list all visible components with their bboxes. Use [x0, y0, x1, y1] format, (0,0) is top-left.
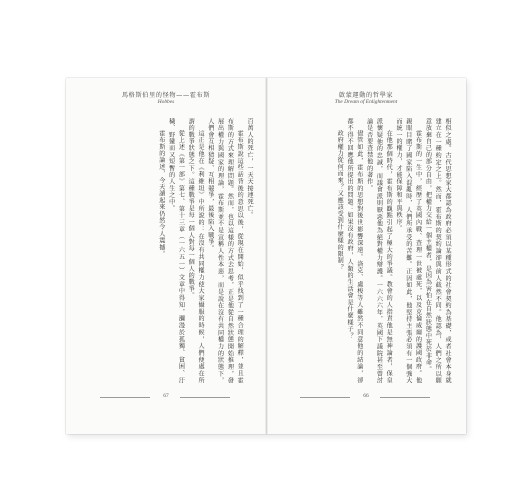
paragraph: 霍布斯的一生中，經歷了英國內戰、查理一世被處死，以及克倫威爾的護國政府。他親眼目睹了國家陷入混亂時，人們所承受的苦難。正因如此，他堅持主張必須有一個強大而統一的權力，才能保障和平與秩序。 — [395, 118, 422, 384]
page-number-rule — [180, 397, 230, 398]
right-running-title: 啟蒙運動的哲學家 — [338, 92, 394, 99]
page-number-rule — [300, 397, 350, 398]
left-running-head — [66, 92, 266, 105]
left-page-number: 67 — [163, 393, 169, 399]
right-body-text — [280, 118, 452, 384]
paragraph: 從上述《第一部》第七、第十三章（一六五一）文章中得知，瀰漫於孤獨、貧困、汙穢、野蠻而又短暫的人生之中。 — [167, 118, 185, 384]
right-page — [266, 78, 466, 434]
right-running-head — [266, 92, 466, 105]
page-number-rule — [380, 397, 430, 398]
left-running-title: 馬格斯伯里的怪物——霍布斯 — [121, 92, 211, 99]
left-body-text — [88, 118, 254, 384]
page-number-rule — [100, 397, 150, 398]
book-spread — [66, 78, 466, 434]
left-page — [66, 78, 266, 434]
paragraph: 百萬人的死亡，一天天接連死亡。 — [246, 118, 253, 219]
paragraph: 政府權力從何而來？又應該受到什麼樣的限制？ — [336, 130, 344, 271]
right-running-subtitle: The Dream of Enlightenment — [334, 99, 398, 106]
paragraph: 在他那個時代，霍布斯的觀點引起了極大的爭議。教會的人指責他是無神論者，保皇派懷疑他的忠誠，而議會派則厭惡他為絕對權力辯護。一六六六年，英國下議院甚至曾討論是否要查禁他的著作。 — [365, 118, 393, 384]
right-page-number: 66 — [363, 393, 369, 399]
paragraph: 儘管如此，霍布斯的思想對後世影響深遠。洛克、盧梭等人雖然不同意他的結論，卻都不得不回應他所提出的問題：如果沒有政府，人類的生活會是什麼樣子？ — [346, 118, 363, 384]
paragraph: 霍布斯說這些話背後的意思以後，從現在開始，似乎找到了一種合理的解釋，並且霍布斯的方式來理解問題。然而，也以這樣的方式去思考，正是他從自然狀態開始推理，發展出權力與國家的理論，霍布斯並不是宣稱人性本惡，而是說在沒有共同權力的狀態下，人們會互相猜疑、互相競爭，最後陷入戰爭。 — [206, 118, 244, 384]
paragraph: 霍布斯的論述，今天讀起來仍然令人震撼。 — [157, 130, 165, 258]
paragraph: 相似之處。古代思想家大都認為政府必須以某種形式的社會契約為基礎，或者社會本身就建立在一種約定之上。然而，霍布斯的契約論卻與前人截然不同。他認為，人們之所以願意放棄自己的部分自由，把權力交給一個主權者，是因為害怕在自然狀態中死於非命。 — [424, 118, 451, 384]
paragraph: 這正是他在《利維坦》中所說的：在沒有共同權力使大家懾服的時候，人們便處在所謂的戰爭狀態之下。這種戰爭是每一個人對每一個人的戰爭。 — [187, 118, 205, 384]
left-running-subtitle: Hobbes — [157, 99, 175, 106]
